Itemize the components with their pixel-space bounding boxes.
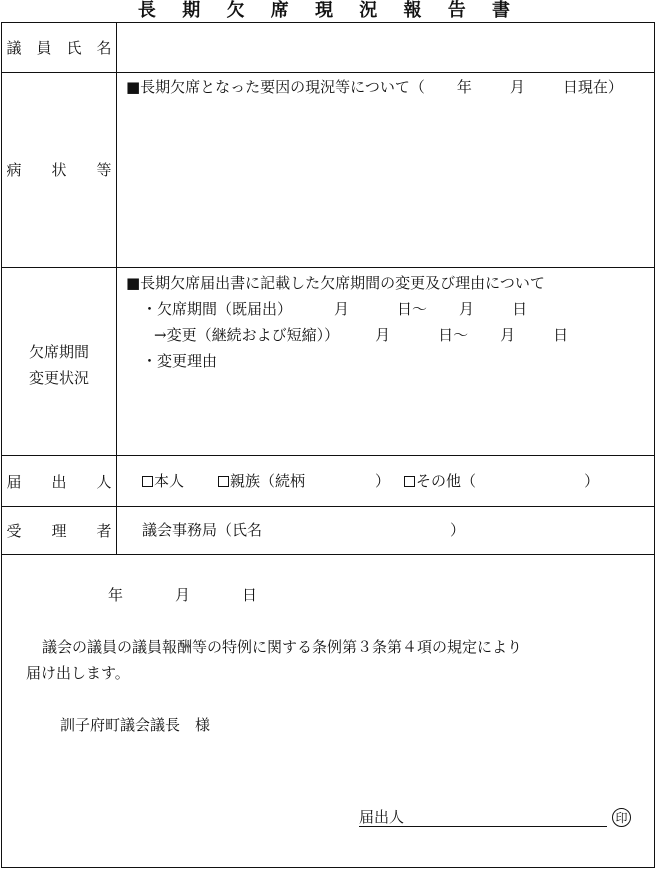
seal-icon: 印 [612, 808, 631, 827]
member-name-label: 議 員 氏 名 [6, 39, 112, 57]
document-title: 長 期 欠 席 現 況 報 告 書 [137, 0, 521, 21]
symptoms-prompt: ■長期欠席となった要因の現況等について（ 年 月 日現在） [126, 78, 623, 96]
row-divider [2, 72, 654, 73]
column-divider [116, 23, 117, 554]
notifier-options: 本人 親族（続柄 ） その他（ ） [142, 471, 599, 491]
submission-date: 年 月 日 [108, 586, 258, 604]
signer-label: 届出人 [359, 808, 405, 826]
symptoms-label: 病 状 等 [6, 161, 112, 179]
changed-period-line: →変更（継続および短縮）） 月 日～ 月 日 [154, 326, 569, 344]
row-divider [2, 506, 654, 507]
change-reason-field[interactable] [118, 375, 654, 453]
self-option[interactable]: 本人 [142, 472, 184, 490]
addressee: 訓子府町議会議長 様 [60, 716, 211, 734]
report-form [1, 22, 655, 868]
row-divider [2, 267, 654, 268]
change-reason-label: ・変更理由 [142, 352, 218, 370]
member-name-field[interactable] [118, 25, 654, 71]
notifier-label: 届 出 人 [6, 473, 112, 491]
checkbox-icon[interactable] [142, 476, 153, 487]
receiver-label: 受 理 者 [6, 522, 112, 540]
row-divider [2, 455, 654, 456]
original-period-line: ・欠席期間（既届出） 月 日～ 月 日 [142, 300, 528, 318]
year-text: 年 [456, 78, 472, 96]
as-of-text: 日現在） [562, 78, 623, 96]
statement-line-2: 届け出します。 [26, 664, 130, 682]
checkbox-icon[interactable] [404, 476, 415, 487]
receiver-line: 議会事務局（氏名 ） [142, 521, 466, 539]
row-divider [2, 554, 654, 555]
absence-change-label-2: 変更状況 [28, 369, 89, 387]
other-option[interactable]: その他（ [404, 472, 476, 490]
month-text: 月 [509, 78, 525, 96]
signature-line[interactable] [359, 826, 607, 827]
checkbox-icon[interactable] [218, 476, 229, 487]
absence-change-label-1: 欠席期間 [28, 343, 89, 361]
symptoms-field[interactable] [118, 101, 654, 265]
statement-line-1: 議会の議員の議員報酬等の特例に関する条例第３条第４項の規定により [42, 638, 523, 656]
absence-change-prompt: ■長期欠席届出書に記載した欠席期間の変更及び理由について [126, 274, 545, 292]
family-option[interactable]: 親族（続柄 [218, 472, 305, 490]
